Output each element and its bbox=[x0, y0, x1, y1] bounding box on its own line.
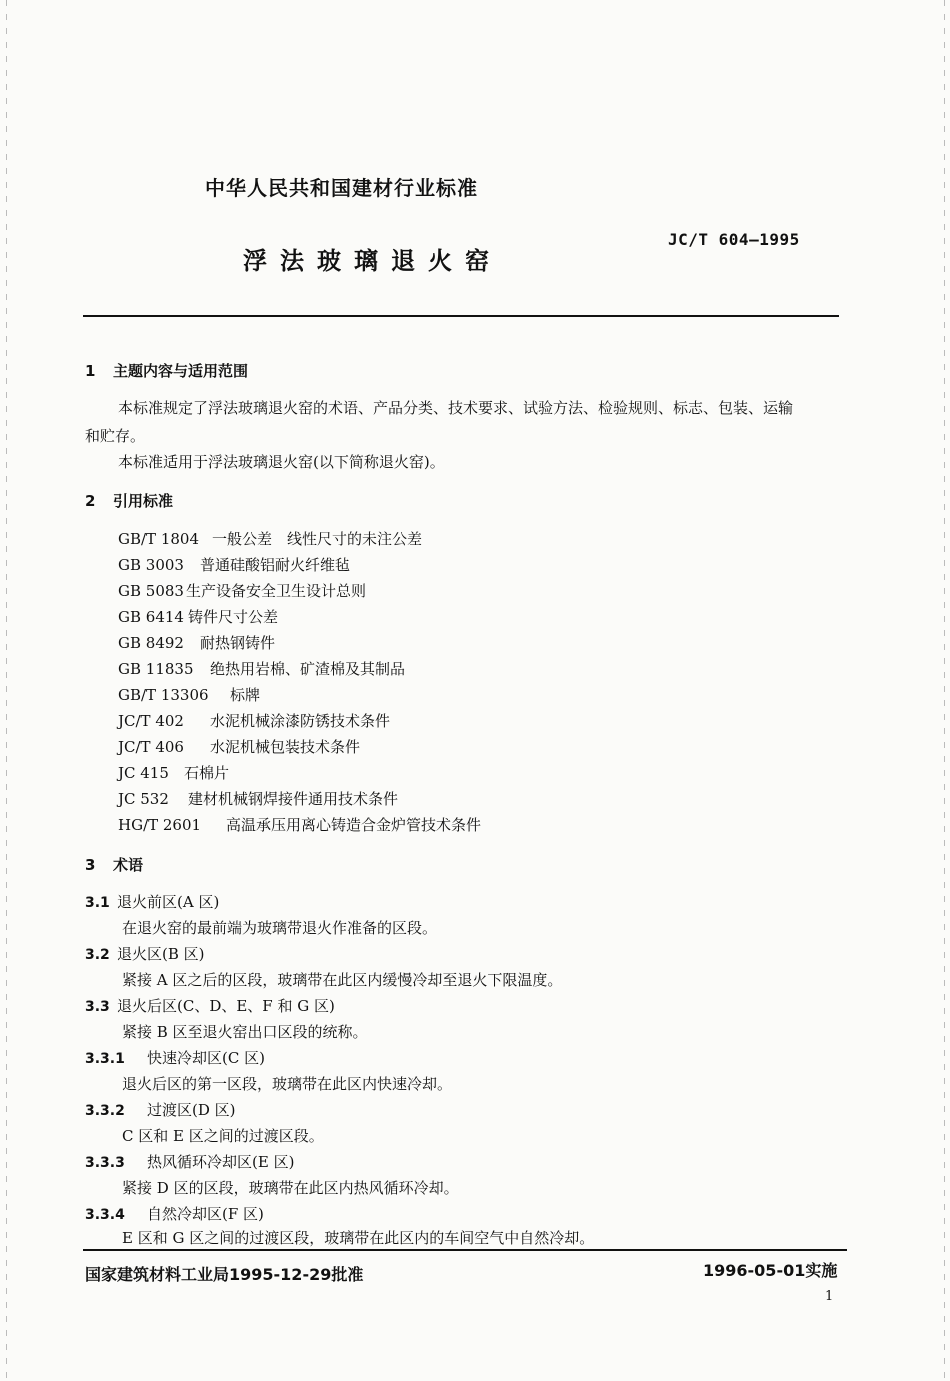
term-name: 自然冷却区(F 区) bbox=[147, 1205, 264, 1223]
reference-item bbox=[118, 788, 398, 809]
reference-title: 一般公差 线性尺寸的未注公差 bbox=[212, 530, 423, 548]
reference-code: HG/T 2601 bbox=[118, 816, 202, 834]
section-number: 1 bbox=[85, 362, 96, 380]
footer-divider bbox=[83, 1249, 847, 1251]
term-name: 快速冷却区(C 区) bbox=[147, 1049, 265, 1067]
term-definition: 在退火窑的最前端为玻璃带退火作准备的区段。 bbox=[122, 919, 438, 937]
term-definition: E 区和 G 区之间的过渡区段，玻璃带在此区内的车间空气中自然冷却。 bbox=[122, 1229, 595, 1247]
scan-edge-right bbox=[944, 0, 945, 1381]
term-number: 3.3.1 bbox=[85, 1051, 125, 1067]
term-number: 3.3.4 bbox=[85, 1207, 125, 1223]
section-1-para-1-line-1: 本标准规定了浮法玻璃退火窑的术语、产品分类、技术要求、试验方法、检验规则、标志、包装、运输 bbox=[118, 399, 794, 417]
section-number: 3 bbox=[85, 856, 96, 874]
reference-item bbox=[118, 528, 422, 549]
term-definition: 紧接 D 区的区段，玻璃带在此区内热风循环冷却。 bbox=[122, 1179, 459, 1197]
reference-code: JC/T 406 bbox=[118, 738, 184, 756]
reference-item bbox=[118, 814, 481, 835]
reference-title: 铸件尺寸公差 bbox=[188, 608, 279, 626]
term-heading bbox=[85, 1203, 264, 1224]
reference-code: GB 6414 bbox=[118, 608, 184, 626]
reference-title: 高温承压用离心铸造合金炉管技术条件 bbox=[226, 816, 482, 834]
term-definition: 紧接 A 区之后的区段，玻璃带在此区内缓慢冷却至退火下限温度。 bbox=[122, 971, 563, 989]
reference-item bbox=[118, 606, 278, 627]
section-title: 术语 bbox=[113, 856, 144, 874]
term-definition: 紧接 B 区至退火窑出口区段的统称。 bbox=[122, 1023, 368, 1041]
reference-code: JC 415 bbox=[118, 764, 169, 782]
reference-item bbox=[118, 580, 366, 601]
approval-line: 国家建筑材料工业局1995-12-29批准 bbox=[85, 1265, 364, 1284]
term-name: 过渡区(D 区) bbox=[147, 1101, 236, 1119]
term-heading bbox=[85, 1151, 294, 1172]
term-number: 3.3 bbox=[85, 999, 110, 1015]
reference-item bbox=[118, 632, 275, 653]
reference-code: JC 532 bbox=[118, 790, 169, 808]
reference-title: 耐热钢铸件 bbox=[200, 634, 276, 652]
term-name: 退火后区(C、D、E、F 和 G 区) bbox=[117, 997, 335, 1015]
reference-item bbox=[118, 554, 350, 575]
reference-title: 标牌 bbox=[230, 686, 261, 704]
reference-item bbox=[118, 736, 360, 757]
term-heading bbox=[85, 1099, 236, 1120]
reference-code: GB 5083 bbox=[118, 582, 184, 600]
header-divider bbox=[83, 315, 839, 317]
term-name: 退火前区(A 区) bbox=[117, 893, 220, 911]
reference-item bbox=[118, 684, 260, 705]
section-3-heading bbox=[85, 854, 143, 875]
reference-code: GB/T 1804 bbox=[118, 530, 200, 548]
reference-title: 生产设备安全卫生设计总则 bbox=[186, 582, 367, 600]
reference-title: 水泥机械涂漆防锈技术条件 bbox=[210, 712, 391, 730]
section-number: 2 bbox=[85, 492, 96, 510]
page-title: 浮法玻璃退火窑 bbox=[243, 247, 502, 275]
standard-number: JC/T 604—1995 bbox=[668, 230, 800, 249]
reference-title: 绝热用岩棉、矿渣棉及其制品 bbox=[210, 660, 406, 678]
section-1-para-2: 本标准适用于浮法玻璃退火窑(以下简称退火窑)。 bbox=[118, 453, 445, 471]
section-1-heading bbox=[85, 360, 248, 381]
reference-code: GB 11835 bbox=[118, 660, 194, 678]
term-heading bbox=[85, 1047, 265, 1068]
term-number: 3.2 bbox=[85, 947, 110, 963]
reference-item bbox=[118, 710, 390, 731]
section-title: 引用标准 bbox=[113, 492, 174, 510]
standard-category: 中华人民共和国建材行业标准 bbox=[205, 176, 478, 200]
reference-code: GB 3003 bbox=[118, 556, 184, 574]
reference-code: GB/T 13306 bbox=[118, 686, 209, 704]
reference-title: 水泥机械包装技术条件 bbox=[210, 738, 361, 756]
term-heading bbox=[85, 943, 205, 964]
reference-title: 建材机械钢焊接件通用技术条件 bbox=[188, 790, 399, 808]
section-2-heading bbox=[85, 490, 173, 511]
section-title: 主题内容与适用范围 bbox=[113, 362, 249, 380]
section-1-para-1-line-2: 和贮存。 bbox=[85, 427, 146, 445]
term-definition: C 区和 E 区之间的过渡区段。 bbox=[122, 1127, 324, 1145]
term-heading bbox=[85, 891, 219, 912]
term-number: 3.1 bbox=[85, 895, 110, 911]
scan-edge-left bbox=[6, 0, 7, 1381]
page-number: 1 bbox=[825, 1289, 834, 1304]
effective-date: 1996-05-01实施 bbox=[703, 1261, 838, 1280]
term-name: 热风循环冷却区(E 区) bbox=[147, 1153, 295, 1171]
term-number: 3.3.3 bbox=[85, 1155, 125, 1171]
reference-item bbox=[118, 762, 229, 783]
term-heading bbox=[85, 995, 335, 1016]
reference-item bbox=[118, 658, 405, 679]
reference-code: JC/T 402 bbox=[118, 712, 184, 730]
term-number: 3.3.2 bbox=[85, 1103, 125, 1119]
term-definition: 退火后区的第一区段，玻璃带在此区内快速冷却。 bbox=[122, 1075, 453, 1093]
term-name: 退火区(B 区) bbox=[117, 945, 205, 963]
reference-title: 石棉片 bbox=[184, 764, 230, 782]
reference-title: 普通硅酸铝耐火纤维毡 bbox=[200, 556, 351, 574]
reference-code: GB 8492 bbox=[118, 634, 184, 652]
